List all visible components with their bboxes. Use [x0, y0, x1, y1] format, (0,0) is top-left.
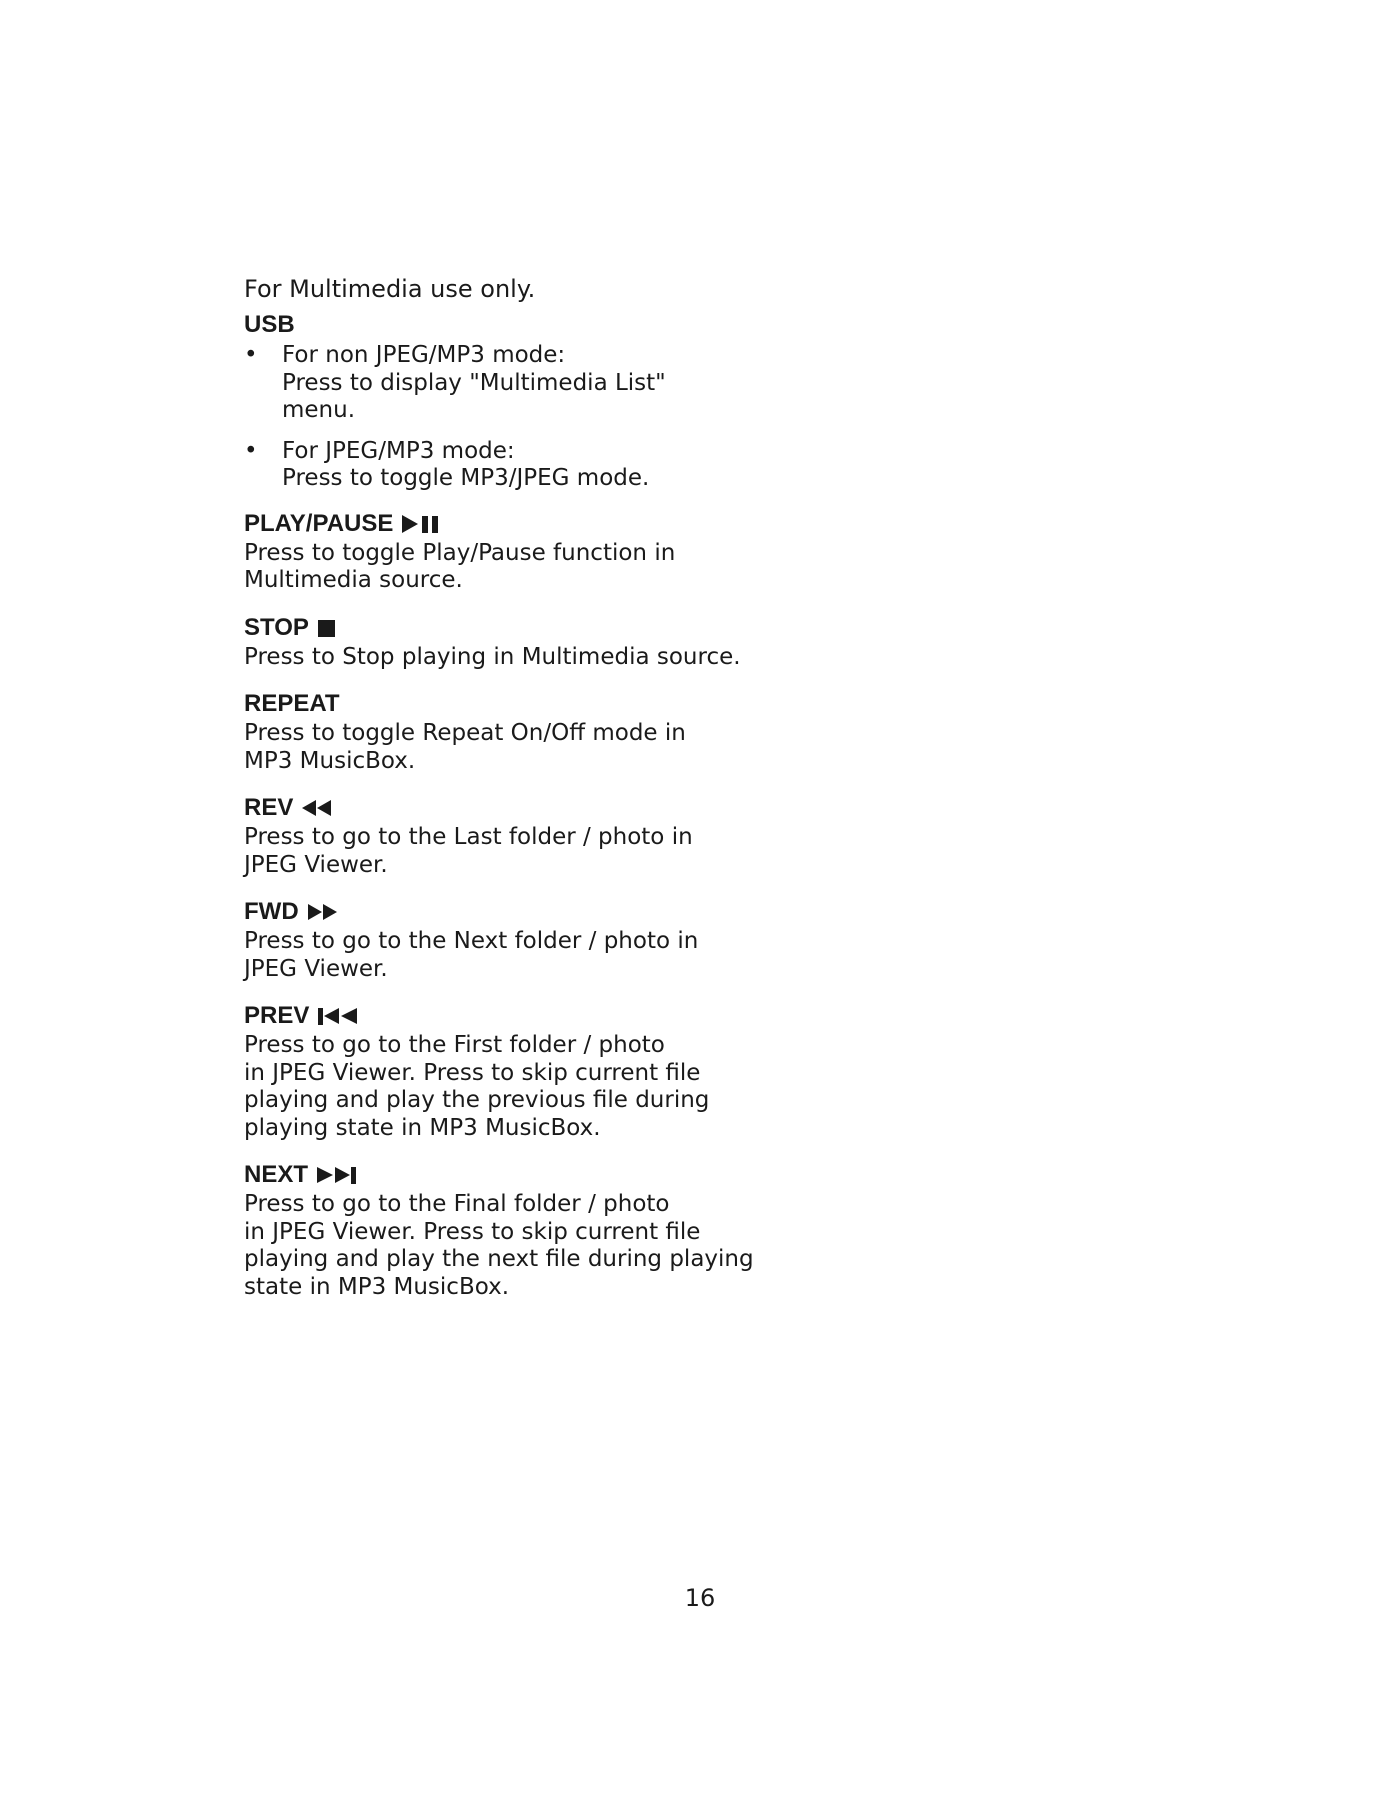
intro-text: For Multimedia use only. [244, 275, 536, 303]
next-title: NEXT [244, 1161, 309, 1188]
play-pause-description [244, 540, 784, 595]
skip-next-icon [316, 1165, 362, 1185]
prev-heading [244, 1001, 784, 1031]
fwd-line-2: JPEG Viewer. [244, 955, 388, 982]
stop-section [244, 613, 784, 672]
repeat-description [244, 720, 784, 775]
play-pause-line-2: Multimedia source. [244, 567, 463, 593]
usb-bullet-1-line-2: Press to display "Multimedia List" [282, 369, 666, 396]
next-section [244, 1160, 784, 1301]
usb-bullet-list [244, 342, 784, 493]
prev-line-2: in JPEG Viewer. Press to skip current file [244, 1059, 701, 1086]
stop-icon [317, 618, 337, 638]
repeat-section [244, 689, 784, 775]
fwd-section [244, 897, 784, 983]
rev-title: REV [244, 794, 294, 821]
prev-line-3: playing and play the previous file during [244, 1087, 710, 1113]
rev-description [244, 824, 784, 879]
list-item [244, 342, 784, 425]
skip-previous-icon [317, 1006, 363, 1026]
play-pause-heading [244, 509, 784, 539]
next-description [244, 1191, 784, 1301]
prev-description [244, 1032, 784, 1142]
next-heading [244, 1160, 784, 1190]
play-pause-line-1: Press to toggle Play/Pause function in [244, 539, 676, 566]
repeat-heading [244, 689, 784, 719]
fast-forward-icon [307, 902, 339, 922]
page-number: 16 [684, 1584, 716, 1612]
usb-heading [244, 310, 784, 340]
rev-line-2: JPEG Viewer. [244, 851, 388, 878]
usb-bullet-2-line-1: • For JPEG/MP3 mode: [282, 437, 515, 464]
next-line-3: playing and play the next file during playing [244, 1246, 754, 1272]
list-item [244, 438, 784, 493]
usb-section [244, 310, 784, 493]
stop-title: STOP [244, 613, 309, 641]
prev-section [244, 1001, 784, 1142]
usb-bullet-1-line-3: menu. [282, 397, 356, 423]
play-pause-title: PLAY/PAUSE [244, 509, 394, 537]
next-line-1: Press to go to the Final folder / photo [244, 1191, 670, 1217]
next-line-4: state in MP3 MusicBox. [244, 1273, 510, 1300]
stop-line-1: Press to Stop playing in Multimedia source. [244, 643, 741, 670]
usb-title: USB [244, 311, 295, 338]
rev-line-1: Press to go to the Last folder / photo in [244, 824, 693, 850]
next-line-2: in JPEG Viewer. Press to skip current file [244, 1218, 701, 1245]
repeat-line-1: Press to toggle Repeat On/Off mode in [244, 720, 686, 746]
rewind-icon [301, 798, 333, 818]
fwd-title: FWD [244, 898, 299, 925]
play-pause-section [244, 509, 784, 595]
rev-heading [244, 793, 784, 823]
repeat-title: REPEAT [244, 690, 340, 717]
rev-section [244, 793, 784, 879]
play-pause-icon [401, 514, 441, 534]
fwd-heading [244, 897, 784, 927]
stop-description [244, 644, 784, 672]
prev-title: PREV [244, 1002, 310, 1029]
manual-content [244, 274, 784, 1319]
fwd-line-1: Press to go to the Next folder / photo in [244, 928, 699, 954]
fwd-description [244, 928, 784, 983]
stop-heading [244, 613, 784, 643]
repeat-line-2: MP3 MusicBox. [244, 747, 416, 774]
usb-bullet-2-line-2: Press to toggle MP3/JPEG mode. [282, 465, 650, 491]
usb-bullet-1-line-1: • For non JPEG/MP3 mode: [282, 342, 566, 368]
prev-line-4: playing state in MP3 MusicBox. [244, 1114, 601, 1141]
prev-line-1: Press to go to the First folder / photo [244, 1032, 665, 1058]
